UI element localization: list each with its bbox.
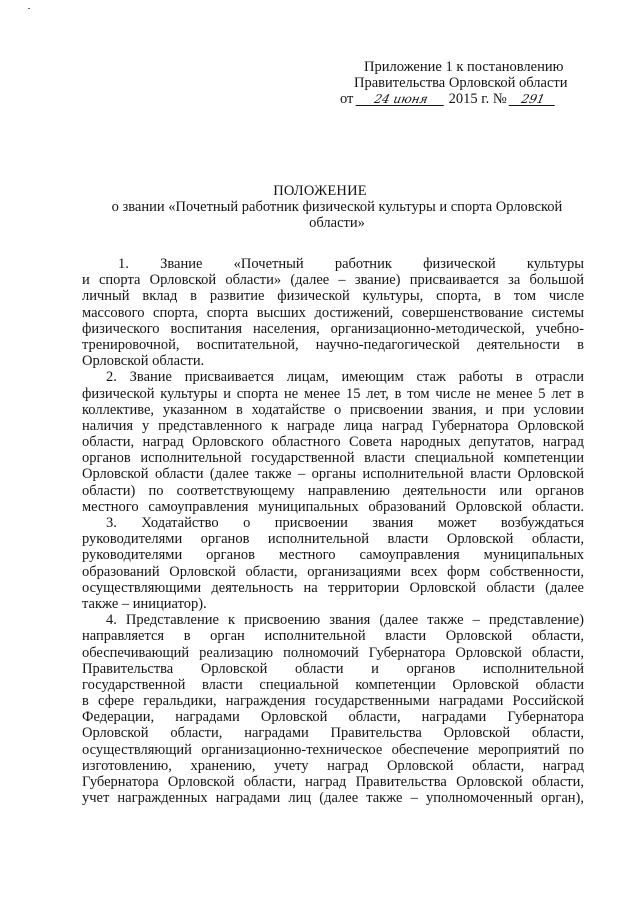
body-line: также – инициатор). bbox=[82, 595, 207, 612]
body-line: Федерации, наградами Орловской области, наградами Губернатора bbox=[82, 709, 584, 726]
body-line: образований Орловской области, организациями всех форм собственности, bbox=[82, 563, 584, 580]
body-line: руководителями органов исполнительной власти Орловской области, bbox=[82, 531, 584, 548]
body-line: учет награжденных наградами лиц (далее также – уполномоченный орган), bbox=[82, 790, 584, 807]
body-line: Орловской области (далее также – органы исполнительной власти Орловской bbox=[82, 466, 584, 483]
body-line: массового спорта, спорта высших достижений, совершенствование системы bbox=[82, 304, 584, 321]
document-body bbox=[82, 256, 584, 806]
body-line: 1. Звание «Почетный работник физической культуры bbox=[118, 256, 584, 272]
body-line: Губернатора Орловской области, наград Правительства Орловской области, bbox=[82, 774, 584, 790]
handwritten-number: 291 bbox=[509, 93, 558, 106]
annex-line-3 bbox=[340, 91, 590, 107]
body-line: 4. Представление к присвоению звания (далее также – представление) bbox=[106, 612, 584, 629]
body-line: изготовлению, хранению, учету наград Орловской области, наград bbox=[82, 757, 584, 774]
body-line: физической культуры и спорта не менее 15 лет, в том числе не менее 5 лет в bbox=[82, 385, 584, 402]
body-line: области) по соответствующему направлению деятельности или органов bbox=[82, 482, 584, 499]
subtitle-line: о звании «Почетный работник физической культуры и спорта Орловской bbox=[111, 199, 563, 215]
body-line: 2. Звание присваивается лицам, имеющим стаж работы в отрасли bbox=[106, 369, 584, 386]
handwritten-date: 24 июня bbox=[356, 93, 447, 106]
subtitle-line: области» bbox=[309, 215, 365, 231]
annex-header bbox=[340, 59, 590, 107]
body-line: органов исполнительной государственной власти специальной компетенции bbox=[82, 450, 584, 467]
body-line: тренировочной, воспитательной, научно-педагогической деятельности в bbox=[82, 336, 584, 353]
document-subtitle bbox=[92, 199, 582, 231]
body-line: и спорта Орловской области» (далее – звание) присваивается за большой bbox=[82, 272, 584, 289]
body-line: Орловской области. bbox=[82, 353, 205, 370]
body-line: местного самоуправления муниципальных образований Орловской области. bbox=[82, 498, 584, 515]
body-line: наличия у представленного к награде лица наград Губернатора Орловской bbox=[82, 417, 584, 434]
annex-year-label: 2015 г. № bbox=[448, 91, 507, 107]
body-line: Правительства Орловской области и органов исполнительной bbox=[82, 660, 584, 677]
body-line: обеспечивающий реализацию полномочий Губернатора Орловской области, bbox=[82, 644, 584, 661]
body-line: руководителями органов местного самоуправления муниципальных bbox=[82, 547, 584, 564]
body-line: направляется в орган исполнительной власти Орловской области, bbox=[82, 628, 584, 645]
body-line: личный вклад в развитие физической культуры, спорта, в том числе bbox=[82, 288, 584, 305]
annex-from-label: от bbox=[340, 91, 354, 107]
body-line: Орловской области, наградами Правительства Орловской области, bbox=[82, 725, 584, 742]
document-title: ПОЛОЖЕНИЕ bbox=[273, 183, 367, 199]
body-line: осуществляющими деятельность на территории Орловской области (далее bbox=[82, 579, 584, 596]
body-line: коллективе, указанном в ходатайстве о присвоении звания, и при условии bbox=[82, 401, 584, 418]
body-line: физического воспитания населения, организационно-методической, учебно- bbox=[82, 320, 584, 337]
annex-line-1: Приложение 1 к постановлению bbox=[364, 59, 564, 75]
annex-line-2: Правительства Орловской области bbox=[354, 75, 568, 91]
body-line: государственной власти специальной компетенции Орловской области bbox=[82, 676, 584, 693]
scan-speck bbox=[28, 8, 30, 9]
body-line: области, наград Орловского областного Совета народных депутатов, наград bbox=[82, 434, 584, 451]
body-line: осуществляющий организационно-техническое обеспечение мероприятий по bbox=[82, 741, 584, 758]
body-line: 3. Ходатайство о присвоении звания может возбуждаться bbox=[106, 515, 584, 531]
body-line: в сфере геральдики, награждения государственными наградами Российской bbox=[82, 693, 584, 710]
